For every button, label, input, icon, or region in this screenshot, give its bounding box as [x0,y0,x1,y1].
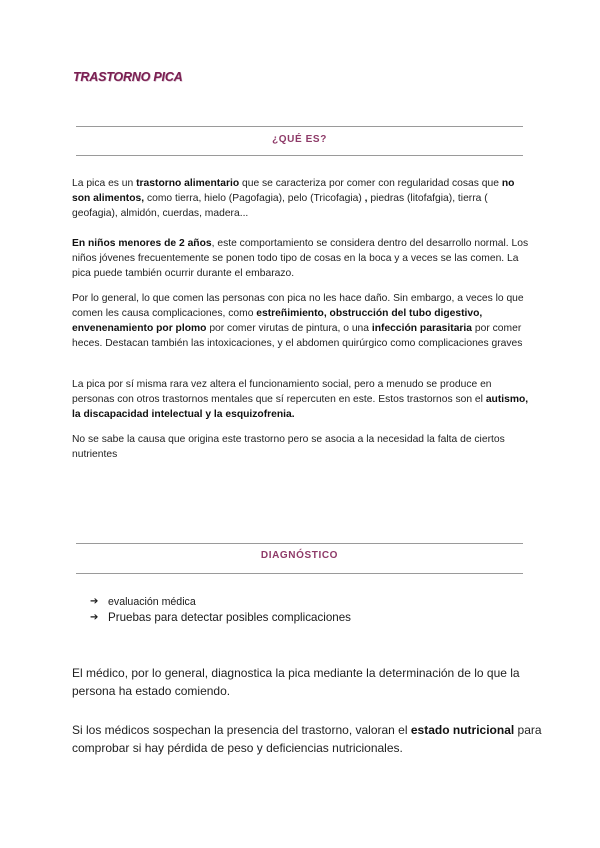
section-rule-top [76,126,523,127]
bold-term: trastorno alimentario [136,178,240,189]
diagnosis-list [90,594,351,626]
bold-term: estreñimiento, obstrucción del tubo digestivo, envenenamiento por plomo [72,308,483,334]
arrow-right-icon: ➔ [90,596,99,607]
section-rule-top [76,543,523,544]
section-rule-bottom [76,573,523,574]
section-heading-que-es: ¿QUÉ ES? [272,134,327,145]
document-title: TRASTORNO PICA [73,70,183,84]
paragraph-cause: No se sabe la causa que origina este trastorno pero se asocia a la necesidad la falta de ciertos nutrientes [72,434,505,460]
bold-term: infección parasitaria [371,323,473,334]
list-item: ➔ Pruebas para detectar posibles complicaciones [90,611,351,624]
section-heading-diagnostico: DIAGNÓSTICO [260,550,339,561]
bold-term: no son alimentos, [72,178,515,204]
paragraph-diagnosis: El médico, por lo general, diagnostica la pica mediante la determinación de lo que la persona ha estado comiendo. [72,666,520,698]
paragraph-nutrition: Si los médicos sospechan la presencia del trastorno, valoran el estado nutricional para comprobar si hay pérdida de peso y deficiencias nutricionales. [72,723,542,755]
paragraph-social: La pica por sí misma rara vez altera el funcionamiento social, pero a menudo se produce en personas con otros trastornos mentales que sí repercuten en este. Estos trastornos son el autismo, la discapacidad intelectual y la esquizofrenia. [72,379,529,420]
paragraph-definition: La pica es un trastorno alimentario que se caracteriza por comer con regularidad cosas que no son alimentos, como tierra, hielo (Pagofagia), pelo (Tricofagia) , piedras (litofafgia), tierra ( geofagia), almidón, cuerdas, madera... [72,178,515,219]
bold-term: En niños menores de 2 años [72,238,212,249]
paragraph-complications: Por lo general, lo que comen las personas con pica no les hace daño. Sin embargo, a veces lo que comen les causa complicaciones, como estreñimiento, obstrucción del tubo digestivo, envenenamiento por plomo por comer virutas de pintura, o una infección parasitaria por comer heces. Destacan también las intoxicaciones, y el abdomen quirúrgico como complicaciones graves [72,293,524,349]
paragraph-children: En niños menores de 2 años, este comportamiento se considera dentro del desarrollo normal. Los niños jóvenes frecuentemente se ponen todo tipo de cosas en la boca y a veces se las comen. La pica puede también ocurrir durante el embarazo. [72,238,529,279]
section-rule-bottom [76,155,523,156]
bold-term: estado nutricional [410,723,515,737]
bold-term: autismo, la discapacidad intelectual y la esquizofrenia. [72,394,529,420]
list-item: ➔ evaluación médica [90,595,196,608]
arrow-right-icon: ➔ [90,612,99,623]
